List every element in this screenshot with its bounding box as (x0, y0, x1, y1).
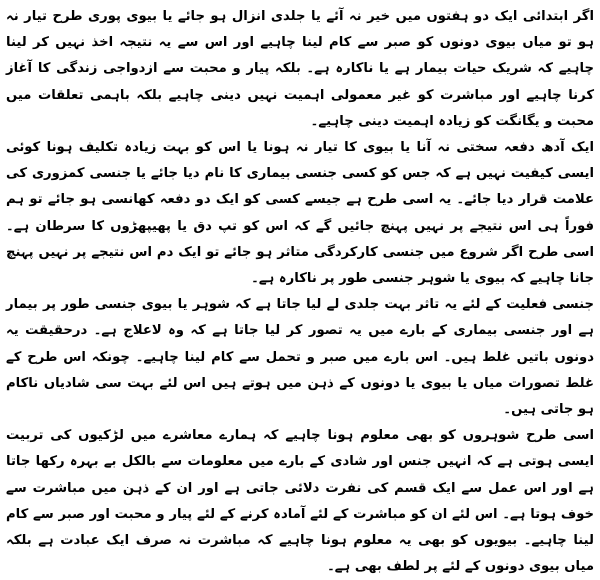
paragraph-2: ایک آدھ دفعہ سختی نہ آنا یا بیوی کا تیار نہ ہونا یا اس کو بہت زیادہ تکلیف ہونا کوئی ایسی کیفیت نہیں ہے کہ جس کو کسی جنسی بیماری کا نام دیا جائے یا جنسی کمزوری کی علامت قرار دیا جائے۔ یہ اسی طرح ہے جیسے کسی کو ایک دو دفعہ کھانسی ہو جائے تو ہم فوراً ہی اس نتیجے پر نہیں پہنچ جائیں گے کہ اس کو تپ دق یا پھیپھڑوں کا سرطان ہے۔ اسی طرح اگر شروع میں جنسی کارکردگی متاثر ہو جائے تو ایک دم اس نتیجے پر نہیں پہنچ جانا چاہیے کہ بیوی یا شوہر جنسی طور پر ناکارہ ہے۔ (6, 140, 594, 287)
paragraph-3: جنسی فعلیت کے لئے یہ تاثر بہت جلدی لے لیا جاتا ہے کہ شوہر یا بیوی جنسی طور پر بیمار ہے اور جنسی بیماری کے بارے میں یہ تصور کر لیا جاتا ہے کہ وہ لاعلاج ہے۔ درحقیقت یہ دونوں باتیں غلط ہیں۔ اس بارے میں صبر و تحمل سے کام لینا چاہیے۔ چونکہ اس طرح کے غلط تصورات میاں یا بیوی یا دونوں کے ذہن میں ہوتے ہیں اس لئے بہت سی شادیاں ناکام ہو جاتی ہیں۔ (6, 297, 594, 418)
paragraph-1: اگر ابتدائی ایک دو ہفتوں میں خیر نہ آئے یا جلدی انزال ہو جائے یا بیوی پوری طرح تیار نہ ہو تو میاں بیوی دونوں کو صبر سے کام لینا چاہیے اور اس سے یہ نتیجہ اخذ نہیں کر لینا چاہیے کہ شریک حیات بیمار ہے یا ناکارہ ہے۔ بلکہ پیار و محبت سے ازدواجی زندگی کا آغاز کرنا چاہیے اور مباشرت کو غیر معمولی اہمیت نہیں دینی چاہیے بلکہ باہمی تعلقات میں محبت و یگانگت کو زیادہ اہمیت دینی چاہیے۔ (6, 9, 594, 129)
paragraph-4: اسی طرح شوہروں کو بھی معلوم ہونا چاہیے کہ ہمارے معاشرے میں لڑکیوں کی تربیت ایسی ہوتی ہے کہ انہیں جنس اور شادی کے بارے میں معلومات سے بالکل بے بہرہ رکھا جاتا ہے اور اس عمل سے ایک قسم کی نفرت دلائی جاتی ہے اور ان کے ذہن میں مباشرت سے خوف ہوتا ہے۔ اس لئے ان کو مباشرت کے لئے آمادہ کرنے کے لئے پیار و محبت اور صبر سے کام لینا چاہیے۔ بیویوں کو بھی یہ معلوم ہونا چاہیے کہ مباشرت نہ صرف ایک عبادت ہے بلکہ میاں بیوی دونوں کے لئے پر لطف بھی ہے۔ (6, 428, 594, 575)
